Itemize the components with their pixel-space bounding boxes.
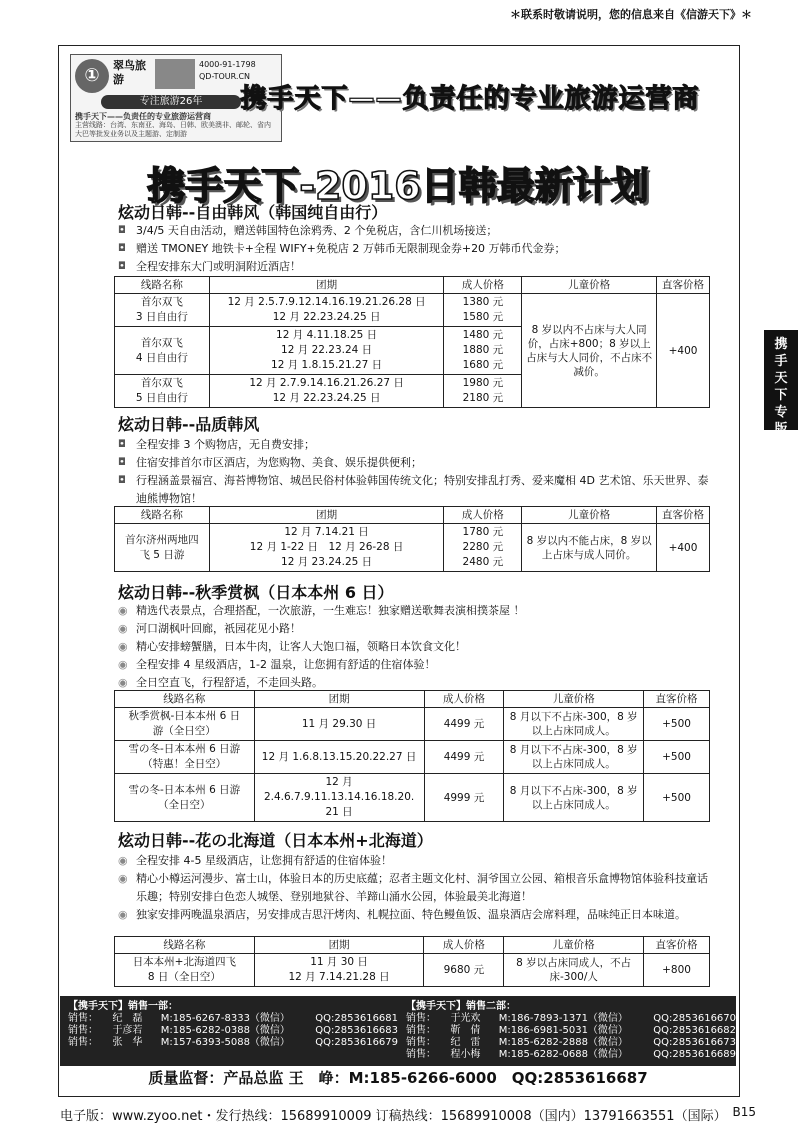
bullet-icon: ◘ — [118, 243, 126, 254]
section-bullets-hokkaido: ◉ 全程安排 4-5 星级酒店，让您拥有舒适的住宿体验！ ◉ 精心小樽运河漫步、富士山，体验日本的历史底蕴；忍者主题文化村、洞爷国立公园、箱根音乐盒博物馆体验科技童话乐趣；特别安排白色恋人城堡、登别地狱谷、羊蹄山涌水公园，体验最美北海道！ ◉ 独家安排两晚温泉酒店，另安排成吉思汗烤肉、札幌拉面、特色鳗鱼饭、温泉酒店会席料理，品味纯正日本味道。 — [118, 852, 718, 924]
table-row: 雪の冬-日本本州 6 日游 （全日空） 12 月 2.4.6.7.9.11.13.14.16.18.20. 21 日 4999 元 8 月以下不占床-300，8 岁以上占床同成人。 +500 — [115, 774, 710, 822]
bullet-icon: ◉ — [118, 908, 128, 921]
bullet-icon: ◉ — [118, 854, 128, 867]
table-row: 首尔双飞 3 日自由行 12 月 2.5.7.9.12.14.16.19.21.26.28 日 12 月 22.23.24.25 日 1380 元 1580 元 8 岁以内不占床与大人同价，占床+800；8 岁以上占床与大人同价，不占床不减价。 +400 — [115, 294, 710, 327]
logo-brand: 翠鸟旅游 — [113, 59, 146, 86]
bullet-icon: ◉ — [118, 676, 128, 689]
sales-row: 销售： 靳 倩 M:186-6981-5031（微信） QQ:2853616682 — [406, 1025, 737, 1036]
section-bullets-free-korea: ◘ 3/4/5 天自由活动，赠送韩国特色涂鸦秀、2 个免税店，含仁川机场接送； ◘ 赠送 TMONEY 地铁卡+全程 WIFY+免税店 2 万韩币无限制现金券+20 万韩币代金券； ◘ 全程安排东大门或明洞附近酒店！ — [118, 222, 718, 276]
logo-mark-icon: ① — [75, 59, 109, 93]
bullet-icon: ◉ — [118, 872, 128, 885]
logo-phone: 4000-91-1798 QD-TOUR.CN — [199, 60, 256, 81]
price-table-free-korea — [114, 276, 710, 408]
section-title-hokkaido: 炫动日韩--花の北海道（日本本州+北海道） — [118, 831, 433, 850]
logo-slogan: 专注旅游26年 — [101, 95, 241, 109]
bullet-icon: ◉ — [118, 658, 128, 671]
logo-subtext: 携手天下——负责任的专业旅游运营商 主营线路：台湾、东南亚、海岛、日韩、欧美澳非、邮轮、省内大巴等批发业务以及主题游、定制游 — [75, 112, 271, 138]
table-row: 首尔双飞 4 日自由行 12 月 4.11.18.25 日 12 月 22.23.24 日 12 月 1.8.15.21.27 日 1480 元 1880 元 1680 元 — [115, 327, 710, 375]
price-table-hokkaido — [114, 936, 710, 987]
price-table-quality-korea — [114, 506, 710, 572]
tagline: 携手天下——负责任的专业旅游运营商 — [240, 84, 700, 114]
direct-price: +400 — [657, 524, 710, 572]
direct-price: +400 — [657, 294, 710, 408]
table-row: 首尔双飞 5 日自由行 12 月 2.7.9.14.16.21.26.27 日 12 月 22.23.24.25 日 1980 元 2180 元 — [115, 375, 710, 408]
footer-info: 电子版：www.zyoo.net・发行热线：15689910009 订稿热线：15689910008（国内）13791663551（国际） — [60, 1109, 727, 1124]
quality-supervision: 质量监督：产品总监 王 峥：M:185-6266-6000 QQ:2853616687 — [60, 1066, 736, 1091]
sales-row: 销售： 张 华 M:157-6393-5088（微信） QQ:2853616679 — [68, 1037, 399, 1048]
child-price: 8 岁以内不占床与大人同价，占床+800；8 岁以上占床与大人同价，不占床不减价。 — [522, 294, 657, 408]
bullet-icon: ◘ — [118, 475, 126, 486]
logo-figure-icon — [155, 59, 195, 89]
sales-row: 销售： 于光欢 M:186-7893-1371（微信） QQ:2853616670 — [406, 1013, 737, 1024]
section-title-free-korea: 炫动日韩--自由韩风（韩国纯自由行） — [118, 203, 388, 222]
bullet-icon: ◘ — [118, 261, 126, 272]
source-note: ＊联系时敬请说明，您的信息来自《信游天下》＊ — [510, 8, 752, 21]
side-tab: 携 手 天 下 专 版 — [764, 330, 798, 430]
bullet-icon: ◉ — [118, 604, 128, 617]
header — [60, 48, 736, 143]
table-row: 秋季赏枫-日本本州 6 日 游（全日空） 11 月 29.30 日 4499 元 8 月以下不占床-300，8 岁以上占床同成人。 +500 — [115, 708, 710, 741]
sales-contacts — [60, 996, 736, 1066]
section-title-quality-korea: 炫动日韩--品质韩风 — [118, 415, 260, 434]
footer — [60, 1105, 756, 1124]
sales-dept-1: 【携手天下】销售一部： 销售： 纪 磊 M:185-6267-8333（微信） QQ:2853616681 销售： 于彦若 M:185-6282-0388（微信） QQ:2853616683 销售： 张 华 M:157-6393-5088（微信） QQ:2853616679 — [68, 1001, 399, 1048]
table-header-row: 线路名称 团期 成人价格 儿童价格 直客价格 — [115, 507, 710, 524]
section-title-autumn-japan: 炫动日韩--秋季赏枫（日本本州 6 日） — [118, 583, 394, 602]
bullet-icon: ◘ — [118, 457, 126, 468]
section-bullets-autumn-japan: ◉ 精选代表景点，合理搭配，一次旅游，一生难忘！独家赠送歌舞表演相撲茶屋 ！ ◉ 河口湖枫叶回廊，祇园花见小路！ ◉ 精心安排螃蟹膳，日本牛肉，让客人大饱口福，领略日本饮食文化！ ◉ 全程安排 4 星级酒店，1-2 温泉，让您拥有舒适的住宿体验！ ◉ 全日空直飞，行程舒适，不走回头路。 — [118, 602, 718, 692]
table-row: 雪の冬-日本本州 6 日游 （特惠！全日空） 12 月 1.6.8.13.15.20.22.27 日 4499 元 8 月以下不占床-300，8 岁以上占床同成人。 +500 — [115, 741, 710, 774]
sales-row: 销售： 纪 磊 M:185-6267-8333（微信） QQ:2853616681 — [68, 1013, 399, 1024]
table-row: 日本本州+北海道四飞 8 日（全日空） 11 月 30 日 12 月 7.14.21.28 日 9680 元 8 岁以占床同成人，不占床-300/人 +800 — [115, 954, 710, 987]
table-header-row: 线路名称 团期 成人价格 儿童价格 直客价格 — [115, 937, 710, 954]
page-number: B15 — [732, 1105, 756, 1119]
price-table-autumn-japan — [114, 690, 710, 822]
table-header-row: 线路名称 团期 成人价格 儿童价格 直客价格 — [115, 691, 710, 708]
sales-dept-2: 【携手天下】销售二部： 销售： 于光欢 M:186-7893-1371（微信） QQ:2853616670 销售： 靳 倩 M:186-6981-5031（微信） QQ:2853616682 销售： 纪 雷 M:185-6282-2888（微信） QQ:2853616673 销售： 程小梅 M:185-6282-0688（微信） QQ:2853616689 — [406, 1001, 737, 1060]
bullet-icon: ◘ — [118, 225, 126, 236]
child-price: 8 岁以内不能占床，8 岁以上占床与成人同价。 — [522, 524, 657, 572]
bullet-icon: ◉ — [118, 622, 128, 635]
sales-row: 销售： 于彦若 M:185-6282-0388（微信） QQ:2853616683 — [68, 1025, 399, 1036]
table-row: 首尔济州两地四 飞 5 日游 12 月 7.14.21 日 12 月 1-22 日 12 月 26-28 日 12 月 23.24.25 日 1780 元 2280 元 2480 元 8 岁以内不能占床，8 岁以上占床与成人同价。 +400 — [115, 524, 710, 572]
page-title: 携手天下-2016日韩最新计划 — [147, 164, 649, 208]
bullet-icon: ◘ — [118, 439, 126, 450]
sales-row: 销售： 纪 雷 M:185-6282-2888（微信） QQ:2853616673 — [406, 1037, 737, 1048]
table-header-row: 线路名称 团期 成人价格 儿童价格 直客价格 — [115, 277, 710, 294]
section-bullets-quality-korea: ◘ 全程安排 3 个购物店，无自费安排； ◘ 住宿安排首尔市区酒店，为您购物、美食、娱乐提供便利； ◘ 行程涵盖景福宫、海苔博物馆、城邑民俗村体验韩国传统文化；特别安排乱打秀、爱来魔相 4D 艺术馆、乐天世界、泰迪熊博物馆！ — [118, 436, 718, 508]
bullet-icon: ◉ — [118, 640, 128, 653]
sales-row: 销售： 程小梅 M:185-6282-0688（微信） QQ:2853616689 — [406, 1049, 737, 1060]
